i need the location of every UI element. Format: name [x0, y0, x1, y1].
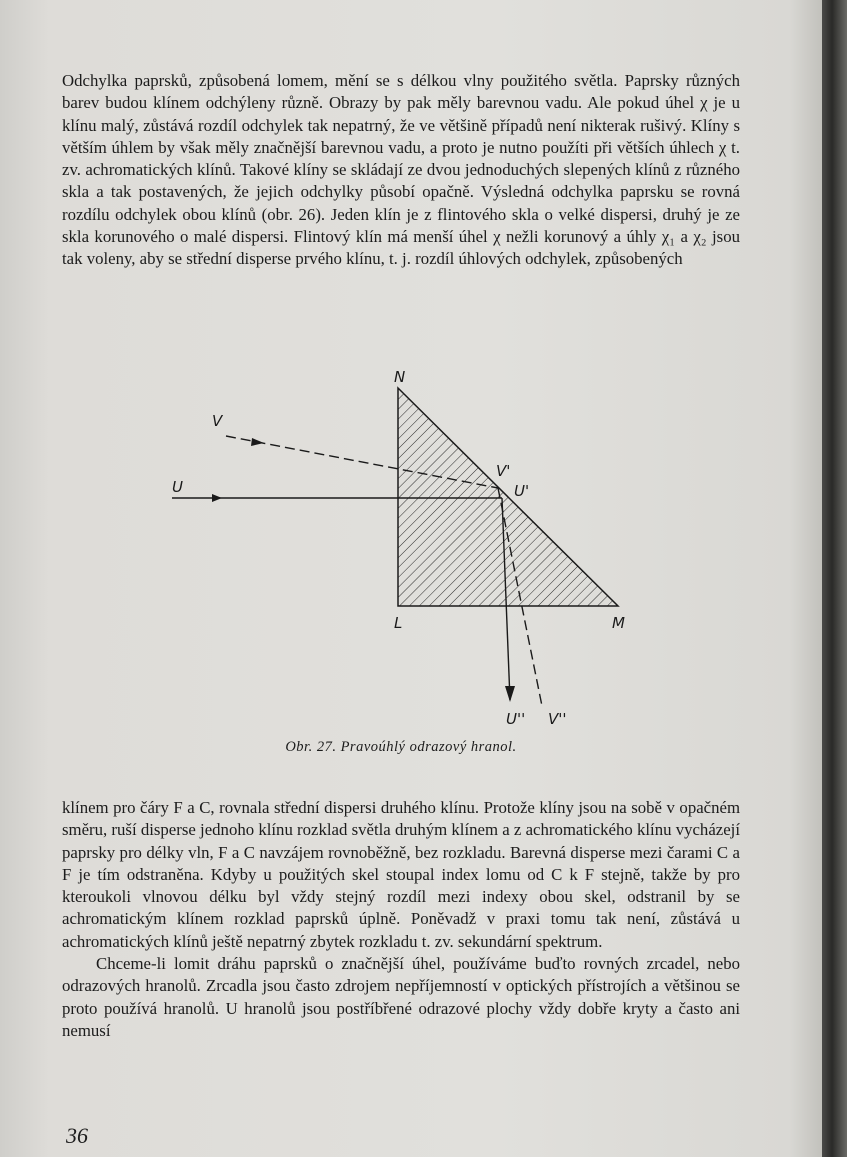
page-number: 36	[66, 1123, 88, 1148]
prism-triangle	[398, 388, 618, 606]
book-spine	[822, 0, 847, 1157]
paragraph-bottom	[62, 797, 740, 1042]
ray-v-arrow	[251, 438, 264, 446]
ray-u-arrow	[212, 494, 222, 502]
label-l: L	[394, 614, 403, 632]
label-u: U	[172, 478, 183, 496]
label-u-double: U''	[506, 710, 526, 728]
prism-figure	[160, 360, 640, 730]
label-u-prime: U'	[514, 482, 530, 500]
label-v-double: V''	[548, 710, 567, 728]
figure-caption: Obr. 27. Pravoúhlý odrazový hranol.	[285, 739, 517, 755]
paragraph-top-text: Odchylka paprsků, způsobená lomem, mění se s délkou vlny použitého světla. Paprsky různých barev budou klínem odchýleny různě. Obrazy by pak měly barevnou vadu. Ale pokud úhel χ je u klínu malý, zůstává rozdíl odchylek tak nepatrný, že ve většině případů není nikterak rušivý. Klíny s větším úhlem by však měly značnější barevnou vadu, a proto je nutno použíti při větších úhlech χ t. zv. achromatických klínů. Takové klíny se skládají ze dvou jednoduchých slepených klínů z různého skla a tak postavených, že jejich odchylky působí opačně. Výsledná odchylka paprsku se rovná rozdílu odchylek obou klínů (obr. 26). Jeden klín je z flintového skla o velké dispersi, druhý je ze skla korunového o malé dispersi. Flintový klín má menší úhel χ nežli korunový a úhly χ₁ a χ₂ jsou tak voleny, aby se střední disperse prvého klínu, t. j. rozdíl úhlových odchylek, způsobených	[62, 71, 740, 269]
ray-u-down-arrow	[505, 686, 515, 702]
paragraph-bottom-2: Chceme-li lomit dráhu paprsků o značnější úhel, používáme buďto rovných zrcadel, nebo odrazových hranolů. Zrcadla jsou často zdrojem nepříjemností v optických přístrojích a většinou se proto používá hranolů. U hranolů jsou postříbřené odrazové plochy vždy dobře kryty a často ani nemusí	[62, 954, 740, 1040]
paragraph-top	[62, 70, 740, 271]
label-v: V	[212, 412, 223, 430]
label-n: N	[394, 368, 406, 386]
label-m: M	[612, 614, 625, 632]
paragraph-bottom-1: klínem pro čáry F a C, rovnala střední dispersi druhého klínu. Protože klíny jsou na sobě v opačném směru, ruší disperse jednoho klínu rozklad světla druhým klínem a z achromatického klínu vycházejí paprsky pro délky vln, F a C navzájem rovnoběžně, bez rozkladu. Barevná disperse mezi čarami C a F je tím odstraněna. Kdyby u použitých skel stoupal index lomu od C k F stejně, takže by pro kteroukoli vlnovou délku byl vždy stejný rozdíl mezi indexy obou skel, odstranil by se achromatickým klínem rozklad paprsků úplně. Poněvadž v praxi tomu tak není, zůstává u achromatických klínů ještě nepatrný zbytek rozkladu t. zv. sekundární spektrum.	[62, 798, 740, 951]
label-v-prime: V'	[496, 462, 511, 480]
prism-diagram	[160, 360, 640, 730]
